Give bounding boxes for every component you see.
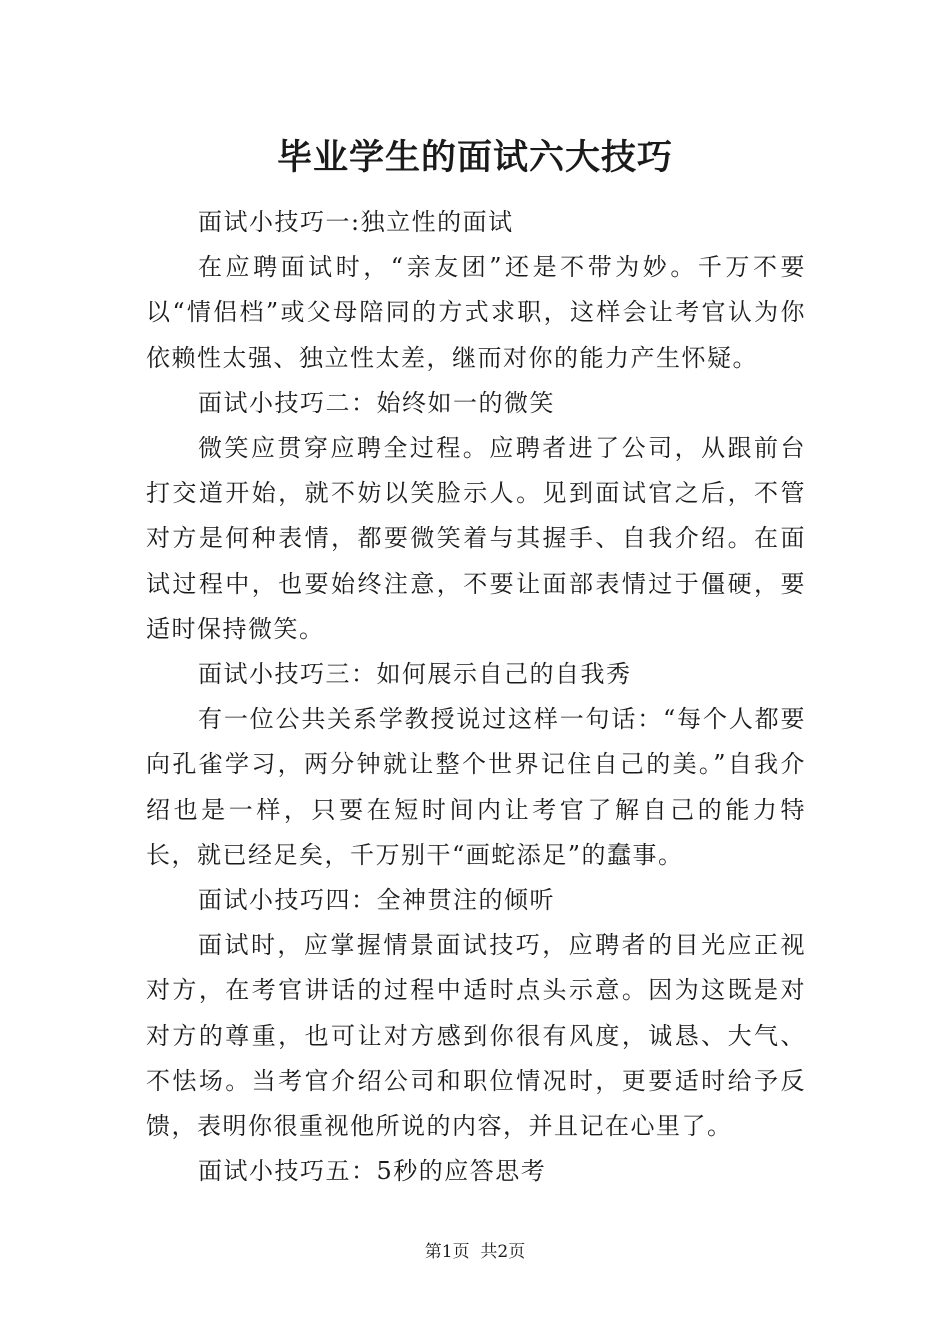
section-heading-5: 面试小技巧五：5秒的应答思考 (198, 1157, 547, 1186)
section-heading-1: 面试小技巧一:独立性的面试 (198, 208, 514, 236)
page-number: 第1页 (424, 1242, 470, 1262)
page-footer (0, 1240, 950, 1264)
paragraph-1: 在应聘面试时，“亲友团”还是不带为妙。千万不要以“情侣档”或父母陪同的方式求职，这样会让考官认为你依赖性太强、独立性太差，继而对你的能力产生怀疑。 (146, 253, 806, 372)
page-total: 共2页 (480, 1242, 526, 1262)
section-heading-4: 面试小技巧四：全神贯注的倾听 (198, 886, 555, 915)
section-heading-3: 面试小技巧三：如何展示自己的自我秀 (198, 660, 632, 689)
document-body (146, 200, 806, 1194)
section-heading-2: 面试小技巧二：始终如一的微笑 (198, 388, 555, 417)
document-title: 毕业学生的面试六大技巧 (276, 137, 673, 178)
paragraph-4: 面试时，应掌握情景面试技巧，应聘者的目光应正视对方，在考官讲话的过程中适时点头示意。因为这既是对对方的尊重，也可让对方感到你很有风度，诚恳、大气、不怯场。当考官介绍公司和职位情况时，更要适时给予反馈，表明你很重视他所说的内容，并且记在心里了。 (146, 931, 806, 1141)
paragraph-2: 微笑应贯穿应聘全过程。应聘者进了公司，从跟前台打交道开始，就不妨以笑脸示人。见到面试官之后，不管对方是何种表情，都要微笑着与其握手、自我介绍。在面试过程中，也要始终注意，不要让面部表情过于僵硬，要适时保持微笑。 (146, 434, 806, 643)
paragraph-3: 有一位公共关系学教授说过这样一句话：“每个人都要向孔雀学习，两分钟就让整个世界记住自己的美。”自我介绍也是一样，只要在短时间内让考官了解自己的能力特长，就已经足矣，千万别干“画蛇添足”的蠢事。 (146, 705, 806, 869)
